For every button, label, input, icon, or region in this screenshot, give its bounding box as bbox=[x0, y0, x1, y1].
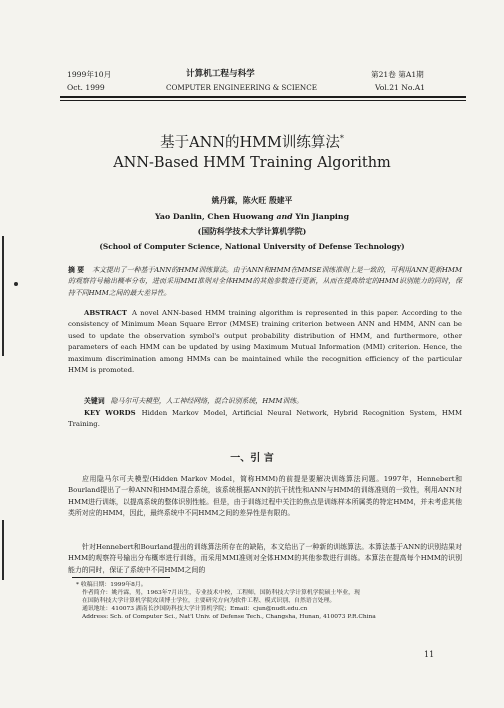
footnote-bio: 作者简介：姚丹霖，男，1963年7月出生，专业技术中校，工程师，国防科技大学计算机学院硕士毕业，现 bbox=[82, 590, 360, 596]
keywords-en-label: KEY WORDS bbox=[84, 409, 136, 417]
keywords-cn-label: 关键词 bbox=[84, 397, 105, 405]
page-number: 11 bbox=[424, 650, 435, 659]
abstract-cn bbox=[68, 265, 462, 299]
abstract-cn-label: 摘 要 bbox=[68, 266, 85, 274]
paper-title-cn-text: 基于ANN的HMM训练算法 bbox=[160, 134, 340, 151]
scan-dot bbox=[14, 282, 18, 286]
authors-cn: 姚丹霖，陈火旺 殷建平 bbox=[211, 196, 293, 205]
section-heading: 一、引 言 bbox=[230, 453, 274, 464]
footnote-rule bbox=[72, 577, 170, 578]
header-rule-thin bbox=[60, 100, 466, 101]
authors-en-and: and bbox=[276, 212, 293, 221]
footnote-bio-cont: 在国防科技大学计算机学院攻读博士学位，主要研究方向为软件工程、模式识别、自然语言处理。 bbox=[82, 598, 336, 604]
header-rule-thick bbox=[60, 96, 466, 98]
scan-edge-mark bbox=[2, 236, 4, 356]
issue-date-cn: 1999年10月 bbox=[67, 70, 112, 79]
title-footnote-mark: * bbox=[339, 134, 344, 143]
volume-issue-en: Vol.21 No.A1 bbox=[375, 83, 426, 92]
affiliation-en: (School of Computer Science, National University of Defense Technology) bbox=[99, 242, 405, 251]
journal-title-en: COMPUTER ENGINEERING & SCIENCE bbox=[166, 83, 317, 92]
keywords-cn-text: 隐马尔可夫模型，人工神经网络，混合识别系统，HMM训练。 bbox=[110, 397, 304, 405]
keywords-cn bbox=[68, 396, 462, 407]
keywords-en bbox=[68, 408, 462, 431]
scan-edge-mark bbox=[2, 520, 4, 580]
issue-date-en: Oct. 1999 bbox=[67, 83, 105, 92]
abstract-cn-text: 本文提出了一种基于ANN的HMM训练算法。由于ANN和HMM在MMSE训练准则上是一致的，可利用ANN更新HMM的观察符号输出概率分布，进而采用MMI准则对全体HMM的其他参数进行更新，从而在提高给定的HMM识别能力的同时，保持不同HMM之间的最大差异性。 bbox=[68, 266, 462, 297]
authors-en-names: Yao Danlin, Chen Huowang bbox=[154, 212, 277, 221]
footnote-received: * 收稿日期：1999年8月。 bbox=[76, 582, 147, 588]
intro-paragraph-1: 应用隐马尔可夫模型(Hidden Markov Model，简称HMM)的前提是要解决训练算法问题。1997年，Hennebert和Bourland提出了一种ANN和HMM混合系统，该系统根据ANN的抗干扰性和ANN与HMM的训练准则的一致性，利用ANN对HMM进行训练，以提高系统的整体识别性能。但是，由于训练过程中关注的焦点是训练样本所属类的特定HMM，并未考虑其他类所对应的HMM，因此，最终系统中不同HMM之间的差异性是有限的。 bbox=[68, 475, 462, 518]
authors-en-last: Yin Jianping bbox=[292, 212, 350, 221]
intro-paragraph-2: 针对Hennebert和Bourland提出的训练算法所存在的缺陷，本文给出了一种新的训练算法。本算法基于ANN的识别结果对HMM的观察符号输出分布概率进行训练，而采用MMI准则对全体HMM的其他参数进行训练。本算法在提高每个HMM的识别能力的同时，保证了系统中不同HMM之间的 bbox=[68, 543, 462, 574]
journal-title-cn: 计算机工程与科学 bbox=[186, 69, 255, 79]
paper-title-cn bbox=[40, 130, 464, 152]
authors-en bbox=[40, 211, 464, 222]
paper-title-en: ANN-Based HMM Training Algorithm bbox=[113, 155, 391, 171]
abstract-en-text: A novel ANN-based HMM training algorithm is represented in this paper. According to the consistency of Minimum Mean Square Error (MMSE) training criterion between ANN and HMM, ANN can be used to update the observation symbol's output probability distribution of HMM, and furthermore, other parameters of each HMM can be updated by using Maximum Mutual Information (MMI) criterion. Hence, the maximum discrimination among HMMs can be maintained while the recognition efficiency of the particular HMM is promoted. bbox=[68, 309, 462, 375]
affiliation-cn: (国防科学技术大学计算机学院) bbox=[197, 227, 307, 236]
abstract-en-label: ABSTRACT bbox=[84, 309, 127, 317]
abstract-en bbox=[68, 308, 462, 376]
footnote-address-cn: 通讯地址：410073 湖南长沙国防科技大学计算机学院；Email：cjun@nudt.edu.cn bbox=[82, 606, 308, 612]
volume-issue-cn: 第21卷 第A1期 bbox=[371, 70, 424, 79]
footnote-address-en: Address: Sch. of Computer Sci., Nat'l Univ. of Defense Tech., Changsha, Hunan, 410073 P.R.China bbox=[82, 614, 376, 620]
keywords-en-text: Hidden Markov Model, Artificial Neural Network, Hybrid Recognition System, HMM Training. bbox=[68, 409, 462, 429]
